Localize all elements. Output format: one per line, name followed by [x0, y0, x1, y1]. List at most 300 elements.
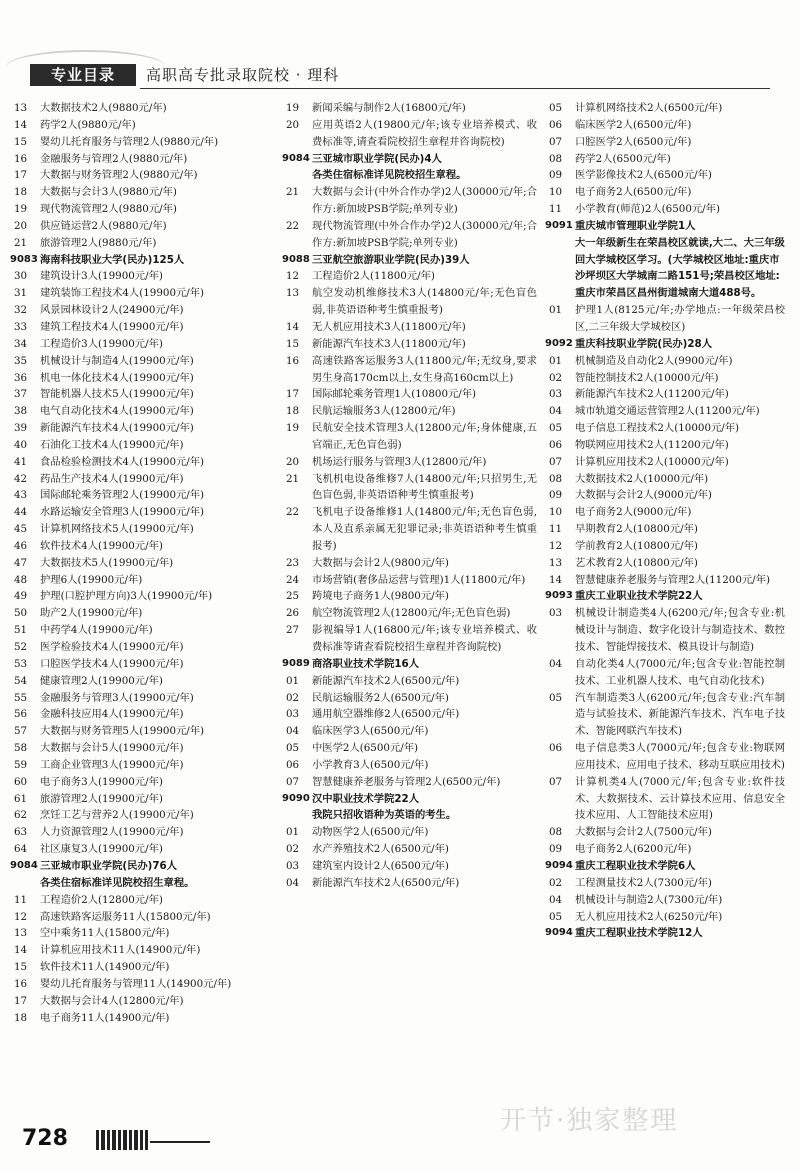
entry-text: 医学检验技术4人(19900元/年) — [40, 641, 184, 653]
entry-text: 应用英语2人(19800元/年;该专业培养模式、收费标准等,请查看院校招生章程并咨询院校) — [312, 118, 537, 148]
entry-code: 9084 — [10, 859, 38, 871]
entry-text: 空中乘务11人(15800元/年) — [40, 927, 170, 940]
entry-text: 智能控制技术2人(10000元/年) — [575, 371, 719, 384]
major-entry — [10, 420, 272, 437]
entry-text: 婴幼儿托育服务与管理2人(9880元/年) — [40, 135, 219, 148]
entry-text: 计算机网络技术5人(19900元/年) — [40, 523, 194, 536]
entry-text: 大数据技术2人(10000元/年) — [575, 472, 709, 485]
entry-text: 机电一体化技术4人(19900元/年) — [40, 371, 194, 384]
entry-code: 18 — [286, 405, 300, 418]
major-entry — [10, 285, 272, 302]
major-entry — [10, 201, 272, 218]
entry-text: 飞机电子设备维修1人(14800元/年;无色盲色弱,本人及直系亲属无犯罪记录;非英语语种考生慎重报考) — [312, 506, 537, 552]
major-entry — [545, 134, 785, 151]
major-entry — [545, 538, 785, 555]
entry-code: 54 — [14, 674, 28, 687]
entry-text: 大数据与会计(中外合作办学)2人(30000元/年;合作方:新加坡PSB学院;单列专业) — [312, 186, 537, 216]
entry-text: 民航运输服务3人(12800元/年) — [312, 405, 456, 418]
school-note — [282, 807, 537, 824]
major-entry — [10, 302, 272, 319]
entry-text: 工程测量技术2人(7300元/年) — [575, 876, 712, 889]
major-entry — [545, 740, 785, 774]
entry-code: 13 — [286, 287, 300, 300]
watermark: 开节·独家整理 — [500, 1106, 679, 1136]
entry-text: 健康管理2人(19900元/年) — [40, 674, 163, 687]
school-heading — [282, 252, 537, 269]
entry-code: 06 — [549, 438, 563, 451]
major-entry — [545, 386, 785, 403]
entry-text: 国际邮轮乘务管理1人(10800元/年) — [312, 388, 477, 401]
entry-code: 9089 — [282, 657, 310, 669]
entry-code: 56 — [14, 708, 28, 721]
major-entry — [10, 639, 272, 656]
entry-text: 计算机应用技术2人(10000元/年) — [575, 455, 729, 468]
entry-text: 食品检验检测技术4人(19900元/年) — [40, 455, 205, 468]
entry-code: 58 — [14, 742, 28, 755]
major-entry — [282, 572, 537, 589]
major-entry — [10, 993, 272, 1010]
major-entry — [10, 336, 272, 353]
major-entry — [545, 117, 785, 134]
major-entry — [10, 319, 272, 336]
entry-code: 01 — [549, 354, 563, 367]
entry-code: 48 — [14, 573, 28, 586]
section-subtitle: 高职高专批录取院校 · 理科 — [146, 66, 340, 84]
major-entry — [282, 471, 537, 505]
entry-code: 18 — [14, 1011, 28, 1024]
entry-text: 机械设计制造类4人(6200元/年;包含专业:机械设计与制造、数字化设计与制造技术、数控技术、智能焊接技术、模具设计与制造) — [575, 607, 785, 653]
entry-code: 02 — [549, 371, 563, 384]
entry-text: 三亚航空旅游职业学院(民办)39人 — [312, 253, 470, 266]
major-entry — [282, 268, 537, 285]
entry-code: 14 — [14, 944, 28, 957]
page-footer — [0, 1106, 800, 1172]
entry-text: 婴幼儿托育服务与管理11人(14900元/年) — [40, 977, 232, 990]
entry-code: 13 — [14, 102, 28, 114]
entry-code: 01 — [286, 674, 300, 687]
entry-text: 市场营销(奢侈品运营与管理)1人(11800元/年) — [312, 573, 526, 586]
entry-code: 05 — [549, 691, 563, 704]
school-heading — [10, 252, 272, 269]
school-heading — [545, 218, 785, 235]
entry-text: 临床医学2人(6500元/年) — [575, 118, 692, 131]
major-entry — [10, 942, 272, 959]
entry-code: 30 — [14, 270, 28, 283]
entry-code: 24 — [286, 573, 300, 586]
entry-code: 37 — [14, 388, 28, 401]
major-entry — [10, 454, 272, 471]
entry-code: 60 — [14, 775, 28, 788]
entry-code: 06 — [549, 118, 563, 131]
entry-text: 风景园林设计2人(24900元/年) — [40, 304, 184, 317]
entry-text: 物联网应用技术2人(11200元/年) — [575, 438, 729, 451]
entry-text: 建筑装饰工程技术4人(19900元/年) — [40, 287, 205, 300]
major-entry — [10, 353, 272, 370]
major-entry — [545, 875, 785, 892]
major-entry — [10, 471, 272, 488]
entry-text: 软件技术11人(14900元/年) — [40, 961, 170, 974]
entry-code: 03 — [286, 708, 300, 721]
entry-code: 14 — [549, 573, 563, 586]
entry-text: 计算机类4人(7000元/年;包含专业:软件技术、大数据技术、云计算技术应用、信息安全技术应用、人工智能技术应用) — [575, 775, 785, 822]
major-entry — [10, 134, 272, 151]
entry-text: 新能源汽车技术2人(6500元/年) — [312, 674, 460, 687]
entry-code: 33 — [14, 320, 28, 333]
entry-code: 04 — [549, 405, 563, 418]
entry-code: 43 — [14, 489, 28, 502]
entry-code: 12 — [549, 539, 563, 552]
entry-code: 15 — [14, 961, 28, 974]
major-entry — [282, 403, 537, 420]
school-heading — [282, 791, 537, 808]
entry-text: 机械设计与制造4人(19900元/年) — [40, 354, 194, 367]
entry-text: 跨境电子商务1人(9800元/年) — [312, 590, 449, 603]
entry-text: 大数据与会计2人(9000元/年) — [575, 489, 712, 502]
entry-text: 计算机应用技术11人(14900元/年) — [40, 944, 201, 957]
entry-text: 高速铁路客运服务11人(15800元/年) — [40, 910, 211, 923]
entry-text: 口腔医学技术4人(19900元/年) — [40, 657, 184, 670]
entry-text: 影视编导1人(16800元/年;该专业培养模式、收费标准等请查看院校招生章程并咨询院校) — [312, 624, 537, 653]
major-entry — [10, 656, 272, 673]
header-rule — [140, 88, 770, 89]
entry-code: 40 — [14, 438, 28, 451]
entry-code: 08 — [549, 472, 563, 485]
column-3 — [545, 100, 785, 942]
entry-text: 旅游管理2人(9880元/年) — [40, 236, 157, 249]
entry-code: 09 — [549, 169, 563, 182]
entry-text: 临床医学3人(6500元/年) — [312, 725, 429, 738]
entry-code: 25 — [286, 590, 300, 603]
entry-code: 08 — [549, 152, 563, 165]
entry-text: 航空物流管理2人(12800元/年;无色盲色弱) — [312, 607, 511, 620]
entry-text: 工程造价2人(11800元/年) — [312, 270, 435, 283]
major-entry — [10, 841, 272, 858]
entry-text: 电子商务2人(6500元/年) — [575, 186, 692, 199]
major-entry — [282, 690, 537, 707]
entry-text: 三亚城市职业学院(民办)76人 — [40, 859, 178, 872]
major-entry — [10, 909, 272, 926]
major-entry — [10, 487, 272, 504]
entry-code — [10, 875, 40, 892]
entry-code: 55 — [14, 691, 28, 704]
major-entry — [545, 403, 785, 420]
entry-code: 04 — [549, 893, 563, 906]
entry-code — [545, 235, 575, 302]
school-note — [10, 875, 272, 892]
entry-text: 电子信息工程技术2人(10000元/年) — [575, 422, 740, 435]
major-entry — [10, 807, 272, 824]
major-entry — [10, 403, 272, 420]
school-heading — [545, 588, 785, 605]
major-entry — [10, 117, 272, 134]
major-entry — [10, 100, 272, 117]
entry-text: 智慧健康养老服务与管理2人(6500元/年) — [312, 775, 501, 788]
entry-text: 水路运输安全管理3人(19900元/年) — [40, 506, 205, 519]
major-entry — [545, 892, 785, 909]
major-entry — [10, 588, 272, 605]
entry-code: 05 — [549, 910, 563, 923]
entry-text: 金融服务与管理2人(9880元/年) — [40, 152, 188, 165]
entry-text: 中医学2人(6500元/年) — [312, 742, 419, 755]
major-entry — [282, 588, 537, 605]
major-entry — [10, 976, 272, 993]
major-entry — [282, 386, 537, 403]
school-heading — [545, 336, 785, 353]
entry-code: 21 — [14, 236, 28, 249]
entry-text: 智能机器人技术5人(19900元/年) — [40, 388, 194, 401]
entry-code: 41 — [14, 455, 28, 468]
entry-text: 烹饪工艺与营养2人(19900元/年) — [40, 809, 194, 822]
school-heading — [10, 858, 272, 875]
entry-code: 13 — [14, 927, 28, 940]
entry-code: 01 — [549, 304, 563, 317]
major-entry — [10, 673, 272, 690]
entry-code: 02 — [286, 843, 300, 856]
entry-code: 07 — [549, 135, 563, 148]
entry-code: 07 — [549, 775, 563, 788]
entry-text: 旅游管理2人(19900元/年) — [40, 792, 163, 805]
entry-code: 18 — [14, 186, 28, 199]
major-entry — [10, 740, 272, 757]
major-entry — [282, 218, 537, 252]
major-entry — [282, 319, 537, 336]
entry-code: 15 — [14, 135, 28, 148]
entry-code: 12 — [14, 910, 28, 923]
major-entry — [10, 521, 272, 538]
entry-code: 44 — [14, 506, 28, 519]
entry-code: 9094 — [545, 859, 573, 871]
major-entry — [545, 471, 785, 488]
entry-code: 05 — [286, 742, 300, 755]
entry-text: 三亚城市职业学院(民办)4人 — [312, 152, 442, 165]
entry-code: 12 — [286, 270, 300, 283]
entry-text: 大数据技术5人(19900元/年) — [40, 556, 174, 569]
school-heading — [545, 925, 785, 942]
major-entry — [10, 791, 272, 808]
entry-code: 50 — [14, 607, 28, 620]
entry-code: 31 — [14, 287, 28, 300]
entry-text: 重庆工程职业技术学院6人 — [575, 859, 696, 872]
entry-text: 药学2人(6500元/年) — [575, 152, 671, 165]
entry-text: 小学教育3人(6500元/年) — [312, 758, 429, 771]
major-entry — [282, 504, 537, 555]
entry-text: 现代物流管理(中外合作办学)2人(30000元/年;合作方:新加坡PSB学院;单列专业) — [312, 219, 537, 249]
entry-text: 飞机机电设备维修7人(14800元/年;只招男生,无色盲色弱,非英语语种考生慎重报考) — [312, 472, 537, 502]
entry-text: 小学教育(师范)2人(6500元/年) — [575, 203, 720, 216]
major-entry — [10, 437, 272, 454]
footer-rule — [150, 1141, 210, 1143]
major-entry — [282, 673, 537, 690]
entry-code: 45 — [14, 523, 28, 536]
entry-code: 13 — [549, 556, 563, 569]
major-entry — [545, 605, 785, 656]
entry-code: 39 — [14, 422, 28, 435]
entry-text: 商洛职业技术学院16人 — [312, 657, 420, 670]
entry-code: 04 — [286, 876, 300, 889]
entry-text: 人力资源管理2人(19900元/年) — [40, 826, 184, 839]
entry-text: 重庆科技职业学院(民办)28人 — [575, 337, 713, 350]
major-entry — [282, 875, 537, 892]
entry-code: 63 — [14, 826, 28, 839]
entry-code: 09 — [549, 489, 563, 502]
entry-text: 民航运输服务2人(6500元/年) — [312, 691, 449, 704]
entry-code: 51 — [14, 624, 28, 637]
major-entry — [545, 353, 785, 370]
entry-code: 19 — [286, 102, 300, 114]
entry-code: 52 — [14, 641, 28, 653]
entry-code: 11 — [549, 203, 563, 216]
major-entry — [545, 100, 785, 117]
major-entry — [545, 184, 785, 201]
major-entry — [545, 302, 785, 336]
entry-text: 早期教育2人(10800元/年) — [575, 523, 698, 536]
entry-code: 10 — [549, 506, 563, 519]
major-entry — [545, 572, 785, 589]
entry-code: 32 — [14, 304, 28, 317]
entry-code: 04 — [286, 725, 300, 738]
entry-code: 16 — [14, 152, 28, 165]
entry-text: 航空发动机维修技术3人(14800元/年;无色盲色弱,非英语语种考生慎重报考) — [312, 287, 537, 317]
major-entry — [282, 184, 537, 218]
entry-code: 20 — [286, 118, 300, 131]
entry-code: 16 — [14, 977, 28, 990]
entry-text: 动物医学2人(6500元/年) — [312, 826, 429, 839]
major-entry — [10, 892, 272, 909]
major-entry — [545, 370, 785, 387]
major-entry — [282, 622, 537, 656]
entry-text: 口腔医学2人(6500元/年) — [575, 135, 692, 148]
entry-code: 07 — [549, 455, 563, 468]
entry-code: 04 — [549, 657, 563, 670]
entry-code: 09 — [549, 843, 563, 856]
entry-code: 9092 — [545, 337, 573, 349]
entry-code: 10 — [549, 186, 563, 199]
entry-code: 36 — [14, 371, 28, 384]
entry-text: 国际邮轮乘务管理2人(19900元/年) — [40, 489, 205, 502]
entry-code: 26 — [286, 607, 300, 620]
entry-code: 19 — [286, 422, 300, 435]
major-entry — [10, 235, 272, 252]
major-entry — [545, 167, 785, 184]
entry-code: 9088 — [282, 253, 310, 265]
major-entry — [282, 706, 537, 723]
entry-code: 17 — [14, 169, 28, 182]
entry-code: 46 — [14, 539, 28, 552]
entry-text: 工程造价3人(19900元/年) — [40, 337, 163, 350]
major-entry — [282, 858, 537, 875]
entry-text: 新能源汽车技术2人(6500元/年) — [312, 876, 460, 889]
footer-decoration — [96, 1130, 148, 1150]
entry-text: 水产养殖技术2人(6500元/年) — [312, 843, 449, 856]
entry-code: 03 — [549, 607, 563, 620]
major-entry — [10, 1010, 272, 1027]
entry-code: 20 — [14, 219, 28, 232]
entry-text: 电子信息类3人(7000元/年;包含专业:物联网应用技术、应用电子技术、移动互联应用技术) — [575, 742, 785, 771]
entry-code: 08 — [549, 826, 563, 839]
entry-code: 19 — [14, 203, 28, 216]
major-entry — [282, 100, 537, 117]
major-entry — [282, 841, 537, 858]
major-entry — [545, 690, 785, 741]
major-entry — [282, 555, 537, 572]
entry-text: 民航安全技术管理3人(12800元/年;身体健康,五官端正,无色盲色弱) — [312, 422, 537, 451]
entry-code: 05 — [549, 102, 563, 114]
entry-text: 自动化类4人(7000元/年;包含专业:智能控制技术、工业机器人技术、电气自动化技术) — [575, 657, 785, 687]
entry-text: 金融科技应用4人(19900元/年) — [40, 708, 184, 721]
entry-text: 机场运行服务与管理3人(12800元/年) — [312, 455, 487, 468]
entry-text: 通用航空器维修2人(6500元/年) — [312, 708, 460, 721]
major-entry — [282, 605, 537, 622]
entry-text: 大数据与财务管理5人(19900元/年) — [40, 725, 205, 738]
entry-code: 59 — [14, 758, 28, 771]
major-entry — [10, 706, 272, 723]
entry-text: 汽车制造类3人(6200元/年;包含专业:汽车制造与试验技术、新能源汽车技术、汽车电子技术、智能网联汽车技术) — [575, 691, 785, 738]
entry-code: 22 — [286, 219, 300, 232]
entry-code: 9083 — [10, 253, 38, 265]
major-entry — [545, 521, 785, 538]
major-entry — [10, 774, 272, 791]
entry-text: 金融服务与管理3人(19900元/年) — [40, 691, 194, 704]
major-entry — [282, 824, 537, 841]
major-entry — [10, 386, 272, 403]
entry-code — [282, 167, 312, 184]
entry-text: 大数据与财务管理2人(9880元/年) — [40, 169, 198, 182]
entry-code: 9090 — [282, 792, 310, 804]
school-heading — [545, 858, 785, 875]
entry-text: 电子商务11人(14900元/年) — [40, 1011, 170, 1024]
entry-text: 软件技术4人(19900元/年) — [40, 539, 163, 552]
entry-text: 计算机网络技术2人(6500元/年) — [575, 102, 723, 114]
entry-text: 城市轨道交通运营管理2人(11200元/年) — [575, 405, 760, 418]
entry-code: 03 — [549, 388, 563, 401]
major-entry — [10, 622, 272, 639]
major-entry — [545, 437, 785, 454]
entry-code: 23 — [286, 556, 300, 569]
entry-code: 17 — [14, 994, 28, 1007]
entry-text: 各类住宿标准详见院校招生章程。 — [312, 169, 467, 182]
entry-code: 53 — [14, 657, 28, 670]
major-entry — [282, 420, 537, 454]
entry-text: 护理6人(19900元/年) — [40, 573, 143, 586]
entry-code: 38 — [14, 405, 28, 418]
entry-code: 17 — [286, 388, 300, 401]
entry-code: 07 — [286, 775, 300, 788]
entry-code: 49 — [14, 590, 28, 603]
major-entry — [10, 925, 272, 942]
entry-code: 11 — [549, 523, 563, 536]
school-heading — [282, 656, 537, 673]
entry-text: 学前教育2人(10800元/年) — [575, 539, 698, 552]
entry-text: 大数据与会计5人(19900元/年) — [40, 742, 184, 755]
entry-code: 11 — [14, 893, 28, 906]
entry-text: 新能源汽车技术4人(19900元/年) — [40, 422, 194, 435]
major-entry — [10, 184, 272, 201]
entry-text: 建筑设计3人(19900元/年) — [40, 270, 163, 283]
entry-text: 智慧健康养老服务与管理2人(11200元/年) — [575, 573, 770, 586]
entry-code: 16 — [286, 354, 300, 367]
entry-code: 21 — [286, 186, 300, 199]
entry-text: 中药学4人(19900元/年) — [40, 624, 153, 637]
entry-code: 15 — [286, 337, 300, 350]
entry-text: 工商企业管理3人(19900元/年) — [40, 758, 184, 771]
entry-text: 大数据与会计2人(9800元/年) — [312, 556, 449, 569]
entry-code: 9093 — [545, 590, 573, 602]
entry-code: 02 — [286, 691, 300, 704]
major-entry — [282, 757, 537, 774]
major-entry — [545, 656, 785, 690]
entry-code: 02 — [549, 876, 563, 889]
major-entry — [10, 723, 272, 740]
